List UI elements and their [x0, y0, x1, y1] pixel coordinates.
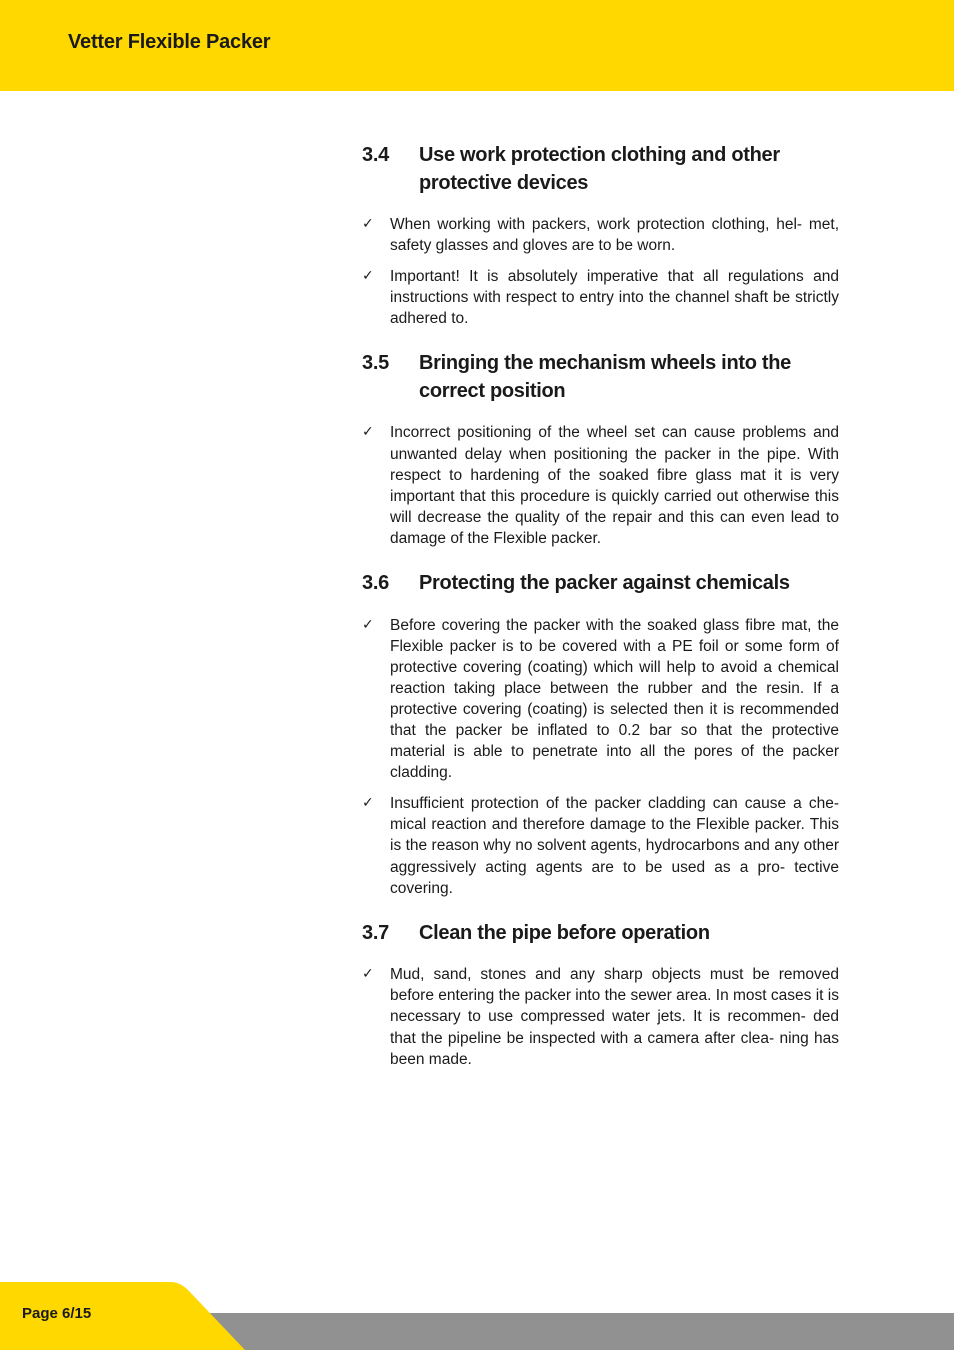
list-item-text: Insufficient protection of the packer cladding can cause a che- mical reaction and therefore damage to the Flexible packer. This is the reason why no solvent agents, hydrocarbons and any other aggressively acting agents are to be used as a pro- tective covering.	[390, 795, 839, 897]
list-item	[362, 793, 839, 898]
section-title: Use work protection clothing and other protective devices	[419, 144, 780, 194]
check-mark-icon: ✓	[362, 616, 374, 633]
check-mark-icon: ✓	[362, 966, 374, 983]
check-mark-icon: ✓	[362, 795, 374, 812]
section-title: Clean the pipe before operation	[419, 921, 710, 944]
section-3-5	[362, 350, 839, 549]
section-heading	[362, 350, 839, 405]
list-item	[362, 964, 839, 1069]
section-number: 3.6	[362, 572, 389, 595]
check-mark-icon: ✓	[362, 424, 374, 441]
section-number: 3.5	[362, 352, 389, 375]
list-item-text: Before covering the packer with the soaked glass fibre mat, the Flexible packer is to be covered with a PE foil or some form of protective covering (coating) which will help to avoid a chemical reaction taking place between the rubber and the resin. If a protective covering (coating) is selected then it is recommended that the packer be inflated to 0.2 bar so that the protective material is able to penetrate into all the pores of the packer cladding.	[390, 616, 839, 782]
check-mark-icon: ✓	[362, 268, 374, 285]
main-content	[362, 142, 839, 1091]
section-3-6	[362, 570, 839, 899]
section-title: Bringing the mechanism wheels into the correct position	[419, 352, 791, 402]
section-number: 3.4	[362, 144, 389, 166]
section-heading	[362, 570, 839, 598]
section-number: 3.7	[362, 921, 389, 944]
page-number: Page 6/15	[22, 1305, 92, 1322]
list-item	[362, 214, 839, 256]
list-item	[362, 615, 839, 784]
document-title: Vetter Flexible Packer	[68, 31, 271, 53]
list-item	[362, 266, 839, 329]
section-heading	[362, 142, 839, 197]
list-item-text: Incorrect positioning of the wheel set can cause problems and unwanted delay when positioning the packer in the pipe. With respect to hardening of the soaked fibre glass mat it is very important that this procedure is quickly carried out otherwise this will decrease the quality of the repair and this can even lead to damage of the Flexible packer.	[390, 424, 839, 547]
list-item	[362, 422, 839, 549]
section-heading	[362, 920, 839, 948]
section-3-7	[362, 920, 839, 1070]
list-item-text: Important! It is absolutely imperative that all regulations and instructions with respect to entry into the channel shaft be strictly adhered to.	[390, 268, 839, 328]
section-3-4	[362, 142, 839, 329]
list-item-text: When working with packers, work protection clothing, hel- met, safety glasses and gloves are to be worn.	[390, 216, 839, 255]
section-title: Protecting the packer against chemicals	[419, 572, 790, 595]
check-mark-icon: ✓	[362, 216, 374, 232]
list-item-text: Mud, sand, stones and any sharp objects must be removed before entering the packer into the sewer area. In most cases it is necessary to use compressed water jets. It is recommen- ded that the pipeline be inspected with a camera after clea- ning has been made.	[390, 966, 839, 1068]
